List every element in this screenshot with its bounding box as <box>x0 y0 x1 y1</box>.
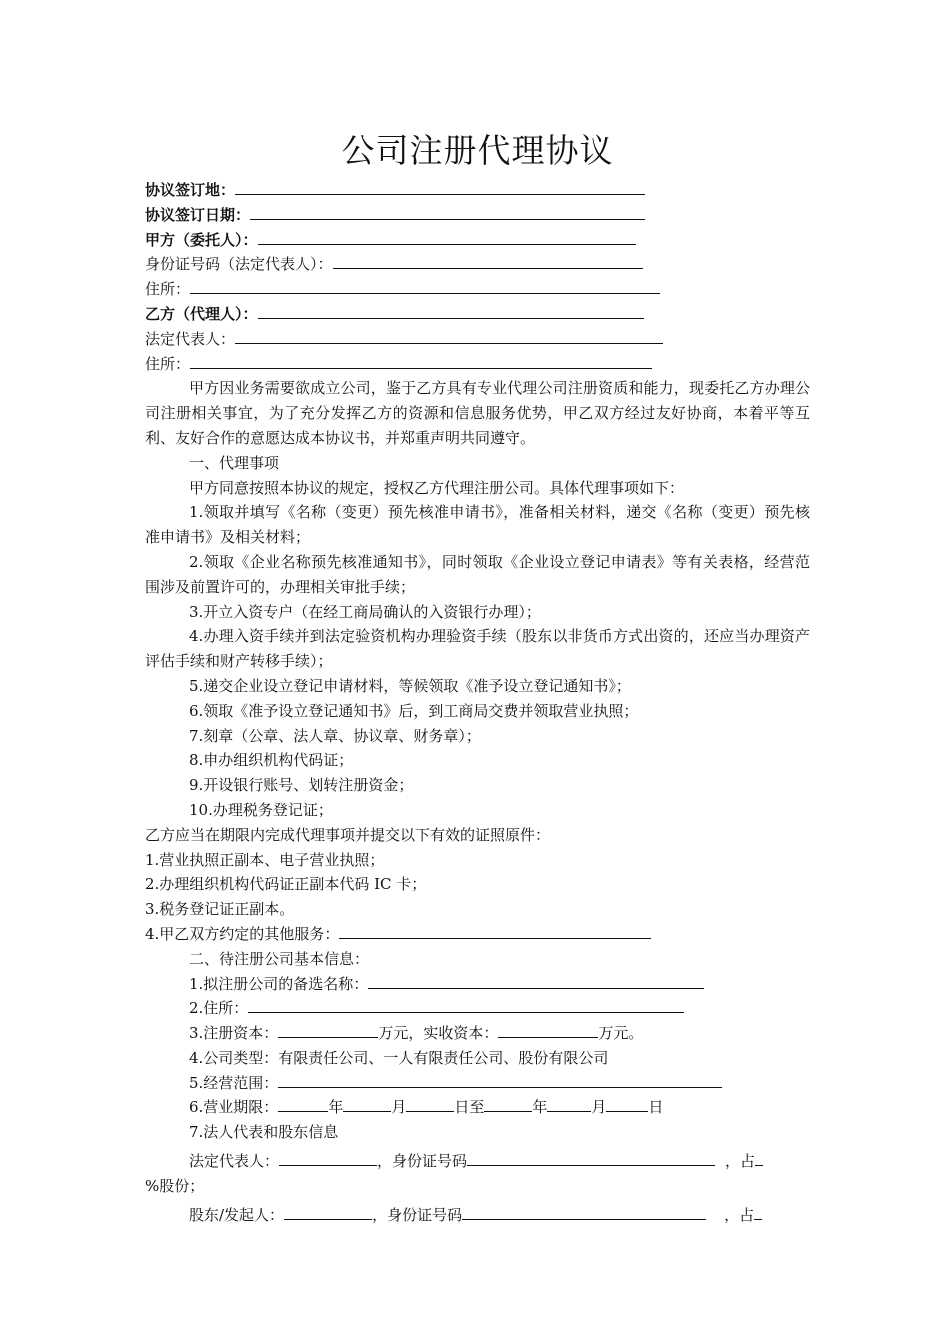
section1-heading: 一、代理事项 <box>189 453 280 472</box>
company-name-blank[interactable] <box>368 972 704 989</box>
legal-rep-label: 法定代表人： <box>145 329 236 348</box>
party-b-line <box>145 302 810 327</box>
address-b-blank[interactable] <box>190 352 652 369</box>
address-b-label: 住所： <box>145 354 191 373</box>
docs-lead: 乙方应当在期限内完成代理事项并提交以下有效的证照原件： <box>145 825 551 844</box>
start-year-blank[interactable] <box>278 1095 328 1112</box>
legal-rep-name-blank[interactable] <box>279 1149 377 1166</box>
sign-date-blank[interactable] <box>250 203 645 220</box>
month-text: 月 <box>591 1098 607 1117</box>
shareholder-label: 股东/发起人： <box>189 1205 285 1224</box>
company-address-blank[interactable] <box>248 996 684 1013</box>
end-day-blank[interactable] <box>606 1095 648 1112</box>
section2-heading: 二、待注册公司基本信息： <box>189 949 370 968</box>
start-month-blank[interactable] <box>343 1095 391 1112</box>
day-to-text: 日至 <box>454 1098 485 1117</box>
end-year-blank[interactable] <box>484 1095 532 1112</box>
sign-date-label: 协议签订日期： <box>145 205 251 224</box>
id-number-line <box>145 252 810 277</box>
agency-item: 6.领取《准予设立登记通知书》后，到工商局交费并领取营业执照； <box>189 701 639 720</box>
capital-label: 3.注册资本： <box>189 1024 279 1043</box>
scope-label: 5.经营范围： <box>189 1073 279 1092</box>
capital-line <box>145 1021 810 1046</box>
address-a-label: 住所： <box>145 280 191 299</box>
day-text: 日 <box>648 1098 664 1117</box>
agency-item: 8.申办组织机构代码证； <box>189 751 354 770</box>
legal-rep-info-label: 法定代表人： <box>189 1152 280 1171</box>
registered-capital-blank[interactable] <box>278 1021 378 1038</box>
capital-unit2: 万元。 <box>598 1024 644 1043</box>
month-text: 月 <box>391 1098 407 1117</box>
id-number-blank[interactable] <box>333 252 643 269</box>
party-a-line <box>145 228 810 253</box>
shareholder-info-line <box>145 1203 810 1228</box>
capital-unit: 万元，实收资本： <box>378 1024 499 1043</box>
term-line <box>145 1095 810 1120</box>
party-a-blank[interactable] <box>258 228 636 245</box>
party-b-label: 乙方（代理人）： <box>145 304 258 323</box>
company-type-line: 4.公司类型：有限责任公司、一人有限责任公司、股份有限公司 <box>189 1048 609 1067</box>
sign-place-line <box>145 178 810 203</box>
sign-place-label: 协议签订地： <box>145 181 236 199</box>
legal-rep-info-line <box>145 1149 810 1174</box>
agency-item: 2.领取《企业名称预先核准通知书》，同时领取《企业设立登记申请表》等有关表格，经营范围涉及前置许可的，办理相关审批手续； <box>145 552 810 596</box>
start-day-blank[interactable] <box>406 1095 454 1112</box>
document-title: 公司注册代理协议 <box>341 131 614 170</box>
address-a-line <box>145 277 810 302</box>
shareholder-name-blank[interactable] <box>284 1203 372 1220</box>
address-a-blank[interactable] <box>190 277 660 294</box>
legal-rep-share-blank[interactable] <box>755 1149 763 1166</box>
other-service-line <box>145 922 810 947</box>
scope-line <box>145 1071 810 1096</box>
scope-blank[interactable] <box>278 1071 722 1088</box>
shareholder-id-blank[interactable] <box>462 1203 706 1220</box>
id-number-label: 身份证号码（法定代表人）： <box>145 255 333 274</box>
company-name-line <box>145 972 810 997</box>
address-b-line <box>145 352 810 377</box>
legal-rep-id-blank[interactable] <box>467 1149 715 1166</box>
legal-rep-share-label: ，占 <box>725 1152 756 1171</box>
paid-capital-blank[interactable] <box>498 1021 598 1038</box>
section1-lead: 甲方同意按照本协议的规定，授权乙方代理注册公司。具体代理事项如下： <box>189 478 685 497</box>
party-b-blank[interactable] <box>258 302 644 319</box>
doc-item: 1.营业执照正副本、电子营业执照； <box>145 850 385 869</box>
year-text: 年 <box>328 1098 344 1117</box>
company-address-label: 2.住所： <box>189 999 249 1018</box>
shareholder-share-label: ，占 <box>724 1205 755 1224</box>
document-page <box>145 128 810 1227</box>
other-service-blank[interactable] <box>339 922 651 939</box>
legal-rep-line <box>145 327 810 352</box>
agency-item: 7.刻章（公章、法人章、协议章、财务章）； <box>189 726 481 745</box>
company-name-label: 1.拟注册公司的备选名称： <box>189 974 369 993</box>
sign-date-line <box>145 203 810 228</box>
legal-rep-id-label: ，身份证号码 <box>377 1152 468 1171</box>
other-service-label: 4.甲乙双方约定的其他服务： <box>145 924 340 943</box>
end-month-blank[interactable] <box>547 1095 591 1112</box>
year-text: 年 <box>532 1098 548 1117</box>
company-address-line <box>145 996 810 1021</box>
agency-item: 3.开立入资专户（在经工商局确认的入资银行办理）； <box>189 602 541 621</box>
shareholder-id-label: ，身份证号码 <box>372 1205 463 1224</box>
doc-item: 3.税务登记证正副本。 <box>145 900 295 919</box>
party-a-label: 甲方（委托人）： <box>145 230 258 249</box>
agency-item: 4.办理入资手续并到法定验资机构办理验资手续（股东以非货币方式出资的，还应当办理资产评估手续和财产转移手续）； <box>145 627 810 671</box>
doc-item: 2.办理组织机构代码证正副本代码 IC 卡； <box>145 875 427 894</box>
legal-rep-blank[interactable] <box>235 327 663 344</box>
shareholder-share-blank[interactable] <box>754 1203 762 1220</box>
sign-place-blank[interactable] <box>235 178 645 195</box>
legal-shareholders-heading: 7.法人代表和股东信息 <box>189 1123 339 1142</box>
agency-item: 9.开设银行账号、划转注册资金； <box>189 776 414 795</box>
agency-item: 1.领取并填写《名称（变更）预先核准申请书》，准备相关材料，递交《名称（变更）预先核准申请书》及相关材料； <box>145 503 810 547</box>
agency-item: 5.递交企业设立登记申请材料，等候领取《准予设立登记通知书》； <box>189 676 631 695</box>
agency-item: 10.办理税务登记证； <box>189 800 333 819</box>
intro-paragraph: 甲方因业务需要欲成立公司，鉴于乙方具有专业代理公司注册资质和能力，现委托乙方办理公司注册相关事宜，为了充分发挥乙方的资源和信息服务优势，甲乙双方经过友好协商，本着平等互利、友好合作的意愿达成本协议书，并郑重声明共同遵守。 <box>145 379 810 447</box>
term-label: 6.营业期限： <box>189 1098 279 1117</box>
legal-rep-share-suffix: %股份； <box>145 1176 205 1195</box>
